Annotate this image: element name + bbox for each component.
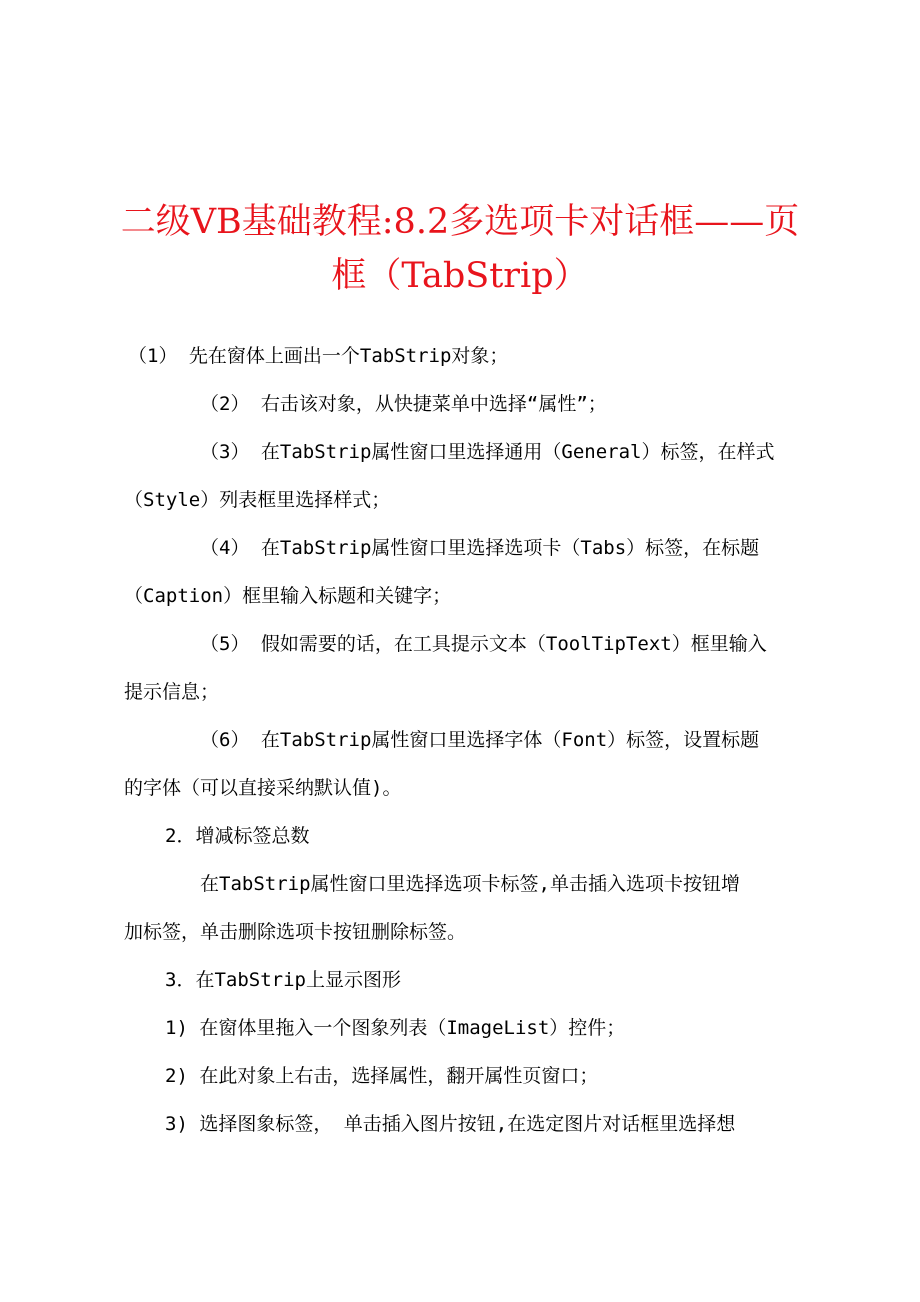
body-line: （Style）列表框里选择样式；	[124, 489, 391, 511]
body-line: （5） 假如需要的话，在工具提示文本（ToolTipText）框里输入	[200, 633, 767, 655]
body-line: （6） 在TabStrip属性窗口里选择字体（Font）标签，设置标题	[200, 729, 760, 751]
body-line: 加标签，单击删除选项卡按钮删除标签。	[124, 921, 467, 943]
body-line: （4） 在TabStrip属性窗口里选择选项卡（Tabs）标签，在标题	[200, 537, 760, 559]
body-line: （1） 先在窗体上画出一个TabStrip对象；	[128, 345, 509, 367]
section-heading: 3．在TabStrip上显示图形	[165, 969, 401, 991]
body-line: （3） 在TabStrip属性窗口里选择通用（General）标签，在样式	[200, 441, 775, 463]
body-line: （2） 右击该对象，从快捷菜单中选择“属性”；	[200, 393, 607, 415]
section-heading: 2．增减标签总数	[165, 825, 310, 847]
body-line: （Caption）框里输入标题和关键字；	[124, 585, 452, 607]
document-title-line-1: 二级VB基础教程:8.2多选项卡对话框——页	[120, 202, 800, 242]
body-line: 在TabStrip属性窗口里选择选项卡标签,单击插入选项卡按钮增	[200, 873, 740, 895]
body-line: 2) 在此对象上右击，选择属性，翻开属性页窗口；	[165, 1065, 599, 1087]
document-title-line-2: 框（TabStrip）	[331, 256, 589, 296]
body-line: 3) 选择图象标签， 单击插入图片按钮,在选定图片对话框里选择想	[165, 1113, 736, 1135]
body-line: 1) 在窗体里拖入一个图象列表（ImageList）控件；	[165, 1017, 626, 1039]
body-line: 提示信息；	[124, 681, 220, 703]
body-line: 的字体（可以直接采纳默认值)。	[124, 777, 402, 799]
